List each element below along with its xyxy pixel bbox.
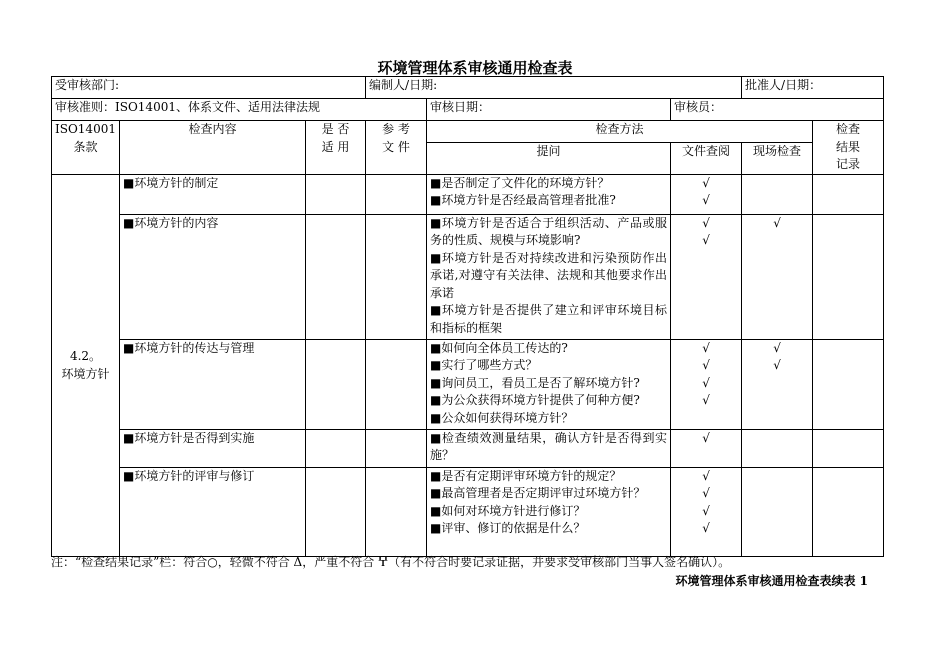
check-mark: √ xyxy=(702,233,710,247)
applicable-cell xyxy=(306,467,366,556)
question-item: ■环境方针是否适合于组织活动、产品或服务的性质、规模与环境影响? xyxy=(430,215,668,247)
auditor-field: 审核员： xyxy=(671,99,884,121)
table-row xyxy=(52,429,884,467)
site-check-cell xyxy=(742,174,813,214)
header-content: 检查内容 xyxy=(120,121,306,175)
check-mark: √ xyxy=(702,503,710,518)
check-mark: √ xyxy=(702,193,710,207)
header-site-check: 现场检查 xyxy=(742,143,813,174)
section-clause-line: 4.2。 xyxy=(69,349,102,363)
header-clause-line: 条款 xyxy=(73,139,98,154)
doc-review-cell xyxy=(671,174,742,214)
header-result xyxy=(813,121,884,175)
header-question: 提问 xyxy=(427,143,671,174)
table-row xyxy=(52,339,884,429)
question-item: ■公众如何获得环境方针？ xyxy=(430,410,574,425)
question-item: ■最高管理者是否定期评审过环境方针？ xyxy=(430,486,646,500)
reference-cell xyxy=(366,467,427,556)
reference-cell xyxy=(366,174,427,214)
reference-cell xyxy=(366,339,427,429)
header-applicable-line: 是 否 xyxy=(321,122,350,136)
question-item: ■评审、修订的依据是什么？ xyxy=(430,521,586,535)
result-cell xyxy=(813,174,884,214)
question-item: ■为公众获得环境方针提供了何种方便? xyxy=(430,393,640,407)
audited-dept-field: 受审核部门: xyxy=(52,77,366,99)
check-mark: √ xyxy=(702,375,710,390)
header-result-line: 检查 xyxy=(836,122,861,136)
audit-criteria-field: 审核准则：ISO14001、体系文件、适用法律法规 xyxy=(52,99,427,121)
question-item: ■环境方针是否提供了建立和评审环境目标和指标的框架 xyxy=(430,303,668,335)
table-row xyxy=(52,214,884,339)
result-legend-note: 注：“检查结果记录”栏：符合○，轻微不符合 Δ，严重不符合 Ⴤ（有不符合时要记录证据，并要求受审核部门当事人签名确认）。 xyxy=(51,555,731,569)
continuation-title: 环境管理体系审核通用检查表续表 1 xyxy=(675,574,868,588)
result-cell xyxy=(813,429,884,467)
site-check-cell xyxy=(742,214,813,339)
check-mark: √ xyxy=(773,215,781,230)
question-item: ■询问员工，看员工是否了解环境方针? xyxy=(430,375,640,390)
header-doc-review: 文件查阅 xyxy=(671,143,742,174)
question-item: ■环境方针是否经最高管理者批准? xyxy=(430,193,616,207)
question-item: ■如何对环境方针进行修订？ xyxy=(430,503,586,518)
check-mark: √ xyxy=(702,215,710,230)
audit-checklist-table xyxy=(51,76,884,557)
header-method: 检查方法 xyxy=(427,121,813,143)
header-applicable-line: 适 用 xyxy=(321,139,350,154)
header-result-line: 结果 xyxy=(836,139,861,154)
question-item: ■实行了哪些方式？ xyxy=(430,358,538,372)
applicable-cell xyxy=(306,174,366,214)
info-row-1 xyxy=(52,77,884,99)
content-cell: ■环境方针是否得到实施 xyxy=(120,429,306,467)
applicable-cell xyxy=(306,339,366,429)
doc-review-cell xyxy=(671,429,742,467)
content-cell: ■环境方针的传达与管理 xyxy=(120,339,306,429)
reference-cell xyxy=(366,429,427,467)
doc-review-cell xyxy=(671,339,742,429)
header-reference xyxy=(366,121,427,175)
check-mark: √ xyxy=(773,340,781,355)
result-cell xyxy=(813,339,884,429)
question-item: ■检查绩效测量结果，确认方针是否得到实施？ xyxy=(430,430,668,462)
question-cell xyxy=(427,467,671,556)
header-reference-line: 参 考 xyxy=(382,122,410,136)
table-row xyxy=(52,174,884,214)
question-cell xyxy=(427,214,671,339)
doc-review-cell xyxy=(671,214,742,339)
check-mark: √ xyxy=(702,521,710,535)
check-mark: √ xyxy=(702,393,710,407)
question-cell xyxy=(427,339,671,429)
header-clause-line: ISO14001 xyxy=(55,122,116,136)
doc-review-cell xyxy=(671,467,742,556)
site-check-cell xyxy=(742,429,813,467)
header-applicable xyxy=(306,121,366,175)
content-cell: ■环境方针的制定 xyxy=(120,174,306,214)
applicable-cell xyxy=(306,214,366,339)
document-title: 环境管理体系审核通用检查表 xyxy=(377,59,573,77)
check-mark: √ xyxy=(702,468,710,483)
section-clause-line: 环境方针 xyxy=(61,367,110,381)
check-mark: √ xyxy=(702,358,710,372)
check-mark: √ xyxy=(702,175,710,190)
question-item: ■如何向全体员工传达的? xyxy=(430,340,568,355)
site-check-cell xyxy=(742,339,813,429)
check-mark: √ xyxy=(773,358,781,372)
section-clause xyxy=(52,174,120,556)
preparer-field: 编制人/日期: xyxy=(366,77,742,99)
content-cell: ■环境方针的内容 xyxy=(120,214,306,339)
check-mark: √ xyxy=(702,486,710,500)
question-item: ■环境方针是否对持续改进和污染预防作出承诺,对遵守有关法律、法规和其他要求作出承诺 xyxy=(430,250,668,300)
result-cell xyxy=(813,214,884,339)
question-cell xyxy=(427,174,671,214)
question-cell xyxy=(427,429,671,467)
header-row-top xyxy=(52,121,884,143)
content-cell: ■环境方针的评审与修订 xyxy=(120,467,306,556)
check-mark: √ xyxy=(702,340,710,355)
header-result-line: 记录 xyxy=(836,157,861,171)
reference-cell xyxy=(366,214,427,339)
site-check-cell xyxy=(742,467,813,556)
check-mark: √ xyxy=(702,430,710,445)
header-clause xyxy=(52,121,120,175)
approver-field: 批准人/日期： xyxy=(742,77,884,99)
table-row xyxy=(52,467,884,556)
audit-date-field: 审核日期： xyxy=(427,99,671,121)
question-item: ■是否有定期评审环境方针的规定？ xyxy=(430,468,622,483)
header-reference-line: 文 件 xyxy=(382,139,410,154)
applicable-cell xyxy=(306,429,366,467)
result-cell xyxy=(813,467,884,556)
question-item: ■是否制定了文件化的环境方针？ xyxy=(430,175,610,190)
info-row-2 xyxy=(52,99,884,121)
